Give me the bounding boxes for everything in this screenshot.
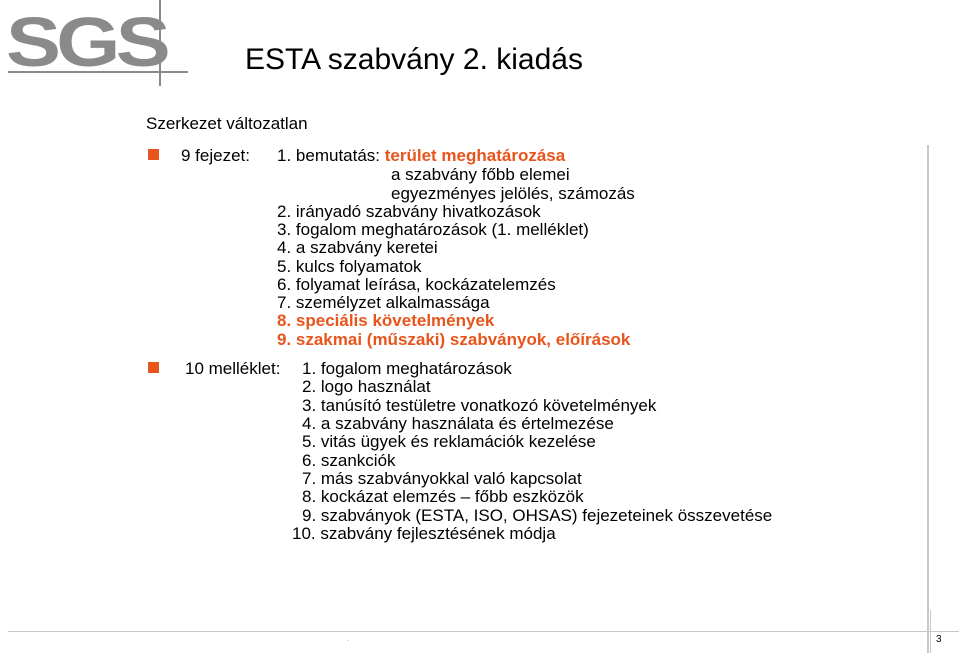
page-number: 3 — [936, 634, 942, 645]
list-item: 10. szabvány fejlesztésének módja — [292, 524, 556, 543]
list-item-highlighted: 8. speciális követelmények — [277, 311, 495, 330]
bullet-square-icon — [148, 362, 159, 373]
section2-label: 10 melléklet: — [185, 359, 281, 378]
page-title: ESTA szabvány 2. kiadás — [245, 43, 583, 76]
item-number: 1. — [277, 146, 292, 165]
footer-rule — [8, 631, 959, 632]
list-item: 4. a szabvány használata és értelmezése — [302, 414, 614, 433]
subtitle: Szerkezet változatlan — [146, 114, 308, 133]
list-item: a szabvány főbb elemei — [391, 165, 570, 184]
list-item: 8. kockázat elemzés – főbb eszközök — [302, 487, 584, 506]
list-item: 4. a szabvány keretei — [277, 238, 438, 257]
item-text: bemutatás: — [295, 146, 385, 165]
list-item: 7. személyzet alkalmassága — [277, 293, 490, 312]
list-item: 3. fogalom meghatározások (1. melléklet) — [277, 220, 589, 239]
list-item: egyezményes jelölés, számozás — [391, 184, 635, 203]
sgs-logo — [0, 0, 195, 90]
list-item: 3. tanúsító testületre vonatkozó követelmények — [302, 396, 657, 415]
vertical-rule — [927, 145, 929, 653]
list-item: 2. logo használat — [302, 377, 431, 396]
list-item: 6. szankciók — [302, 451, 396, 470]
section1-label: 9 fejezet: — [181, 146, 250, 165]
list-item: 1. fogalom meghatározások — [302, 359, 512, 378]
list-item: 9. szabványok (ESTA, ISO, OHSAS) fejezeteinek összevetése — [302, 506, 773, 525]
list-item: 5. kulcs folyamatok — [277, 257, 422, 276]
list-item: 7. más szabványokkal való kapcsolat — [302, 469, 582, 488]
highlight-text: terület meghatározása — [384, 146, 566, 165]
list-item: 5. vitás ügyek és reklamációk kezelése — [302, 432, 596, 451]
list-item-highlighted: 9. szakmai (műszaki) szabványok, előírások — [277, 330, 631, 349]
list-item: 2. irányadó szabvány hivatkozások — [277, 202, 541, 221]
list-item: 6. folyamat leírása, kockázatelemzés — [277, 275, 556, 294]
list-item — [277, 146, 565, 165]
logo-text: SGS — [6, 3, 168, 81]
bullet-square-icon — [148, 149, 159, 160]
footer-dot: . — [347, 634, 350, 643]
